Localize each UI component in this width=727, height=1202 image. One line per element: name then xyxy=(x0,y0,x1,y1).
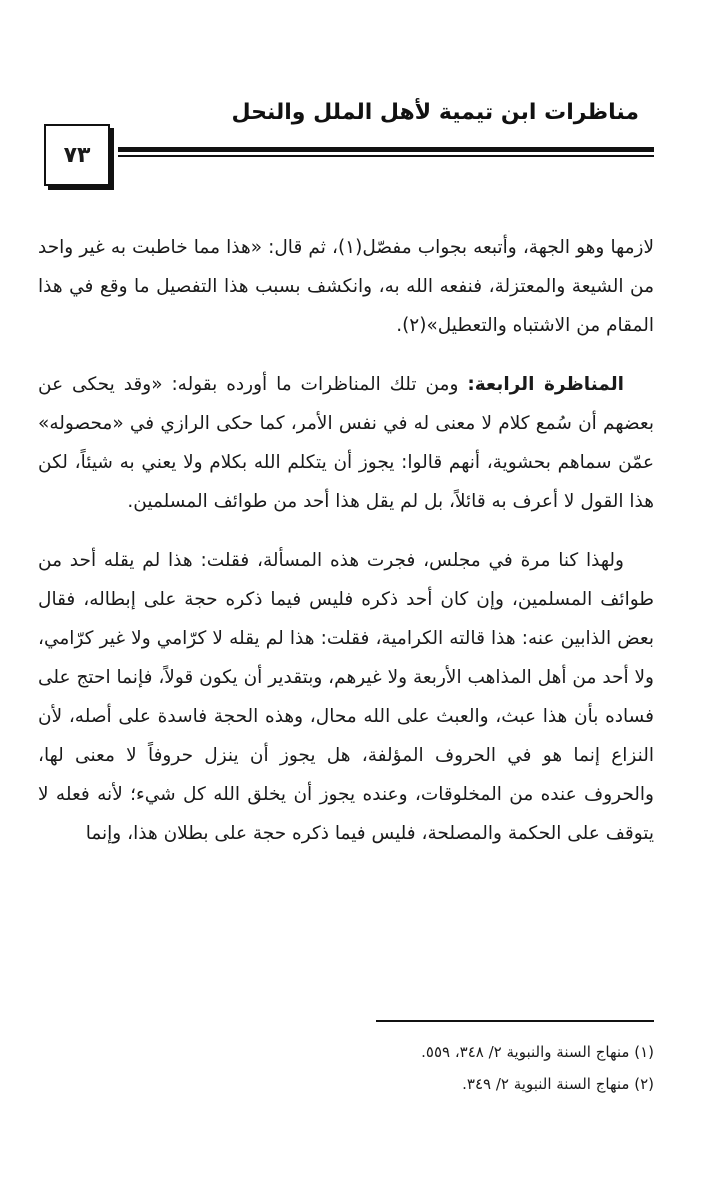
header-rule-thick xyxy=(118,147,654,152)
page-number-box xyxy=(44,124,110,186)
paragraph-2-text: ومن تلك المناظرات ما أورده بقوله: «وقد يحكى عن بعضهم أن سُمع كلام لا معنى له في نفس الأمر، كما حكى الرازي في «محصوله» عمّن سماهم بحشوية، أنهم قالوا: يجوز أن يتكلم الله بكلام ولا يعني به شيئاً، لكن هذا القول لا أعرف به قائلاً، بل لم يقل هذا أحد من طوائف المسلمين. xyxy=(38,374,654,512)
main-text xyxy=(38,228,654,853)
footnote-2: (٢) منهاج السنة النبوية ٢/ ٣٤٩. xyxy=(462,1075,654,1093)
footnote-separator xyxy=(376,1020,654,1022)
paragraph-3-text: ولهذا كنا مرة في مجلس، فجرت هذه المسألة، فقلت: هذا لم يقله أحد من طوائف المسلمين، وإن كان أحد ذكره فليس فيما ذكره حجة على إبطاله، فقال بعض الذابين عنه: هذا قالته الكرامية، فقلت: هذا لم يقله لا كرّامي ولا غير كرّامي، ولا أحد من أهل المذاهب الأربعة ولا غيرهم، وبتقدير أن يكون قولاً، فإنما احتج على فساده بأن هذا عبث، والعبث على الله محال، وهذه الحجة فاسدة على أصله، لأن النزاع إنما هو في الحروف المؤلفة، هل يجوز أن ينزل حروفاً لا معنى لها، والحروف عنده من المخلوقات، وعنده يجوز أن يخلق الله كل شيء؛ لأنه فعله لا يتوقف على الحكمة والمصلحة، فليس فيما ذكره حجة على بطلان هذا، وإنما xyxy=(38,550,654,844)
section-heading: المناظرة الرابعة: xyxy=(467,374,624,395)
paragraph-1-text: لازمها وهو الجهة، وأتبعه بجواب مفصّل(١)، ثم قال: «هذا مما خاطبت به غير واحد من الشيعة والمعتزلة، فنفعه الله به، وانكشف بسبب هذا التفصيل ما وقع في هذا المقام من الاشتباه والتعطيل»(٢). xyxy=(38,237,654,336)
paragraph-2 xyxy=(38,365,654,521)
footnotes xyxy=(254,1036,654,1100)
footnote-1: (١) منهاج السنة والنبوية ٢/ ٣٤٨، ٥٥٩. xyxy=(421,1043,654,1061)
paragraph-3 xyxy=(38,541,654,853)
running-title: مناظرات ابن تيمية لأهل الملل والنحل xyxy=(231,100,639,125)
page-number: ٧٣ xyxy=(63,142,91,168)
header-rule-thin xyxy=(118,155,654,157)
paragraph-1 xyxy=(38,228,654,345)
